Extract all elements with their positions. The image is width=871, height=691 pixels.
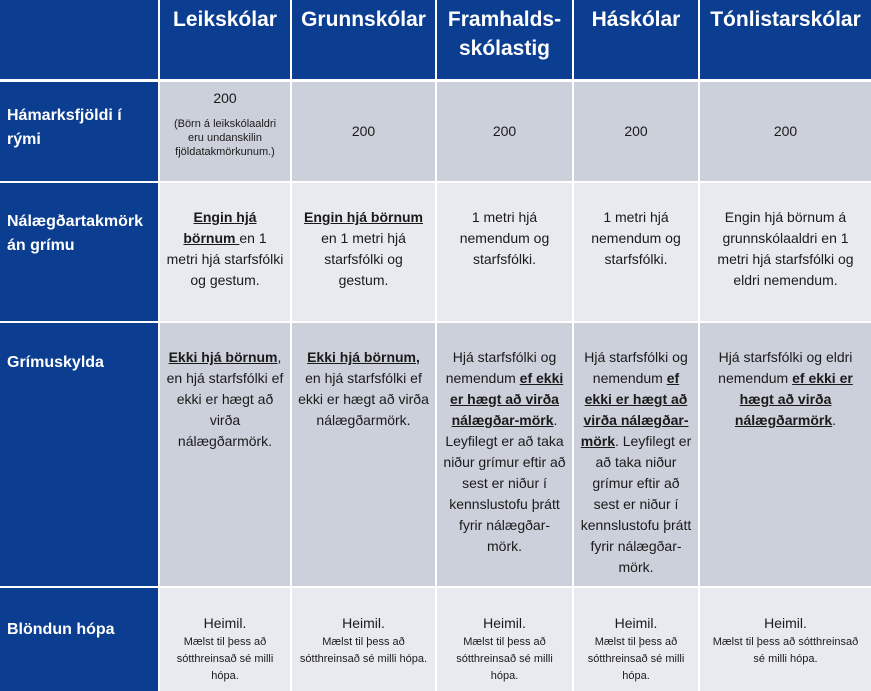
cell-hamarksfjoldi-framhalds: 200 — [437, 82, 574, 183]
cell-grimuskylda-tonlistar — [700, 323, 871, 588]
column-header-leikskolar: Leikskólar — [160, 0, 292, 82]
cell-hamarksfjoldi-leikskolar — [160, 82, 292, 183]
main-text: Heimil. — [764, 615, 807, 631]
value-text: 200 — [213, 90, 237, 106]
body-text: en hjá starfsfólki ef ekki er hægt að virða nálægðarmörk. — [298, 370, 429, 428]
row-nalaegd — [0, 183, 871, 323]
column-header-line-1: Framhalds- — [447, 8, 562, 31]
body-text: . Leyfilegt er að taka niður grímur eftir að sest er niður í kennslustofu þrátt fyrir nálægðar-mörk. — [443, 412, 566, 554]
main-text: Heimil. — [483, 615, 526, 631]
body-text: en 1 metri hjá starfsfólki og gestum. — [321, 230, 406, 288]
emphasis-text: ef ekki er hægt að virða nálægðarmörk — [734, 370, 853, 428]
cell-blondun-haskolar — [574, 588, 700, 691]
cell-blondun-framhalds — [437, 588, 574, 691]
column-header-framhaldsskolastig — [437, 0, 574, 82]
emphasis-text: Ekki hjá börnum, — [307, 349, 420, 365]
body-text: Hjá starfsfólki og nemendum — [584, 349, 688, 386]
emphasis-text: Ekki hjá börnum — [168, 349, 278, 365]
body-text: Hjá starfsfólki og nemendum — [445, 349, 557, 386]
body-text: , en hjá starfsfólki ef ekki er hægt að virða nálægðarmörk. — [166, 349, 284, 449]
main-text: Heimil. — [342, 615, 385, 631]
emphasis-text: Engin hjá börnum — [183, 209, 257, 246]
body-text: . — [832, 412, 837, 428]
cell-grimuskylda-framhalds — [437, 323, 574, 588]
main-text: Heimil. — [614, 615, 658, 631]
column-header-line-2: skólastig — [458, 37, 551, 60]
row-hamarksfjoldi — [0, 82, 871, 183]
emphasis-text: ef ekki er hægt að virða nálægðar-mörk — [580, 370, 689, 449]
note-text: (Börn á leikskólaaldri eru undanskilin fjöldatakmörkunum.) — [173, 118, 277, 158]
cell-hamarksfjoldi-tonlistar: 200 — [700, 82, 871, 183]
row-header-hamarksfjoldi: Hámarksfjöldi í rými — [0, 82, 160, 183]
emphasis-text: Engin hjá börnum — [304, 209, 423, 225]
cell-nalaegd-grunnskolar — [292, 183, 437, 323]
body-text: Hjá starfsfólki og eldri nemendum — [718, 349, 853, 386]
cell-blondun-leikskolar — [160, 588, 292, 691]
sub-text: Mælst til þess að sótthreinsað sé milli hópa. — [299, 636, 428, 665]
cell-grimuskylda-haskolar — [574, 323, 700, 588]
row-header-grimuskylda: Grímuskylda — [0, 323, 160, 588]
cell-nalaegd-leikskolar — [160, 183, 292, 323]
cell-blondun-tonlistar — [700, 588, 871, 691]
body-text: en 1 metri hjá starfsfólki og gestum. — [166, 230, 284, 288]
sub-text: Mælst til þess að sótthreinsað sé milli hópa. — [712, 636, 859, 665]
sub-text: Mælst til þess að sótthreinsað sé milli hópa. — [456, 636, 553, 682]
sub-text: Mælst til þess að sótthreinsað sé milli hópa. — [587, 636, 685, 682]
header-row — [0, 0, 871, 82]
column-header-haskolar: Háskólar — [574, 0, 700, 82]
column-header-tonlistarskolar: Tónlistarskólar — [700, 0, 871, 82]
cell-grimuskylda-leikskolar — [160, 323, 292, 588]
cell-nalaegd-framhalds: 1 metri hjá nemendum og starfsfólki. — [437, 183, 574, 323]
cell-hamarksfjoldi-haskolar: 200 — [574, 82, 700, 183]
row-blondun — [0, 588, 871, 691]
emphasis-text: ef ekki er hægt að virða nálægðar-mörk — [450, 370, 564, 428]
cell-nalaegd-haskolar: 1 metri hjá nemendum og starfsfólki. — [574, 183, 700, 323]
header-corner — [0, 0, 160, 82]
cell-grimuskylda-grunnskolar — [292, 323, 437, 588]
main-text: Heimil. — [203, 615, 247, 631]
column-header-grunnskolar: Grunnskólar — [292, 0, 437, 82]
body-text: . Leyfilegt er að taka niður grímur eftir að sest er niður í kennslustofu þrátt fyrir nálægðar-mörk. — [580, 433, 692, 575]
row-header-blondun: Blöndun hópa — [0, 588, 160, 691]
cell-blondun-grunnskolar — [292, 588, 437, 691]
row-header-nalaegd: Nálægðartakmörk án grímu — [0, 183, 160, 323]
cell-hamarksfjoldi-grunnskolar: 200 — [292, 82, 437, 183]
row-grimuskylda — [0, 323, 871, 588]
sub-text: Mælst til þess að sótthreinsað sé milli hópa. — [176, 636, 274, 682]
cell-nalaegd-tonlistar: Engin hjá börnum á grunnskólaaldri en 1 metri hjá starfsfólki og eldri nemendum. — [700, 183, 871, 323]
